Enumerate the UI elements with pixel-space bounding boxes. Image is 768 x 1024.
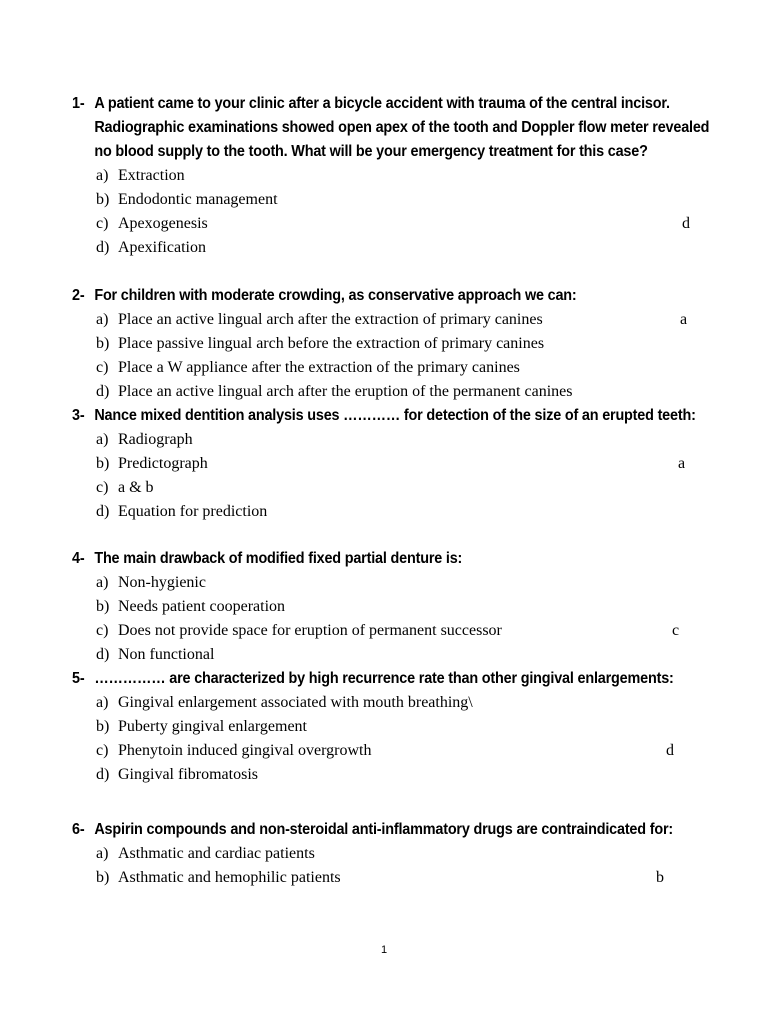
question-text: For children with moderate crowding, as conservative approach we can: <box>94 287 577 304</box>
option-letter: b) <box>96 335 110 352</box>
option-a <box>72 164 700 188</box>
question-number: 1- <box>72 95 85 112</box>
question-5 <box>72 667 700 787</box>
option-letter: a) <box>96 311 109 328</box>
option-letter: b) <box>96 869 110 886</box>
option-d <box>72 236 700 260</box>
option-letter: b) <box>96 191 110 208</box>
option-b <box>72 715 700 739</box>
option-letter: c) <box>96 742 109 759</box>
option-c <box>72 212 700 236</box>
option-c <box>72 739 700 763</box>
question-number: 4- <box>72 550 85 567</box>
question-number: 3- <box>72 407 85 424</box>
option-text: Does not provide space for eruption of permanent successor <box>118 622 502 639</box>
option-b <box>72 188 700 212</box>
option-text: Place an active lingual arch after the eruption of the permanent canines <box>118 383 573 400</box>
option-text: Place passive lingual arch before the extraction of primary canines <box>118 335 545 352</box>
option-text: Endodontic management <box>118 191 278 208</box>
option-text: Radiograph <box>118 431 193 448</box>
question-2 <box>72 284 700 404</box>
question-text: The main drawback of modified fixed partial denture is: <box>94 550 463 567</box>
option-b <box>72 595 700 619</box>
question-stem <box>72 818 712 842</box>
option-letter: d) <box>96 646 110 663</box>
option-b <box>72 866 700 890</box>
option-letter: d) <box>96 503 110 520</box>
page-number: 1 <box>380 944 388 956</box>
option-text: Gingival enlargement associated with mouth breathing\ <box>118 694 473 711</box>
option-text: Predictograph <box>118 455 208 472</box>
option-letter: c) <box>96 215 109 232</box>
option-a <box>72 571 700 595</box>
option-d <box>72 643 700 667</box>
answer-key: a <box>678 455 686 472</box>
option-letter: a) <box>96 845 109 862</box>
option-text: Equation for prediction <box>118 503 268 520</box>
question-stem <box>72 667 712 691</box>
option-text: Non functional <box>118 646 215 663</box>
option-a <box>72 691 700 715</box>
question-text: Nance mixed dentition analysis uses ………… for detection of the size of an erupted teeth: <box>94 407 696 424</box>
option-text: Apexogenesis <box>118 215 208 232</box>
question-text: A patient came to your clinic after a bicycle accident with trauma of the central incisor. Radiographic examinations showed open apex of the tooth and Doppler flow meter revealed no blood supply to the tooth. What will be your emergency treatment for this case? <box>94 95 710 160</box>
option-letter: b) <box>96 598 110 615</box>
option-c <box>72 476 700 500</box>
option-text: Apexification <box>118 239 206 256</box>
option-a <box>72 428 700 452</box>
option-d <box>72 380 700 404</box>
option-text: Non-hygienic <box>118 574 206 591</box>
option-b <box>72 332 700 356</box>
option-letter: d) <box>96 383 110 400</box>
question-stem <box>72 92 712 164</box>
option-letter: c) <box>96 479 109 496</box>
question-1 <box>72 92 710 260</box>
answer-key: a <box>680 311 688 328</box>
option-d <box>72 763 700 787</box>
option-text: Asthmatic and hemophilic patients <box>118 869 341 886</box>
question-number: 2- <box>72 287 85 304</box>
option-a <box>72 842 700 866</box>
question-stem <box>72 547 712 571</box>
option-letter: a) <box>96 574 109 591</box>
answer-key: b <box>656 869 664 886</box>
option-letter: d) <box>96 766 110 783</box>
option-text: Extraction <box>118 167 185 184</box>
option-text: Place a W appliance after the extraction of the primary canines <box>118 359 520 376</box>
option-letter: b) <box>96 455 110 472</box>
option-text: Gingival fibromatosis <box>118 766 258 783</box>
question-text: Aspirin compounds and non-steroidal anti-inflammatory drugs are contraindicated for: <box>94 821 673 838</box>
question-3 <box>72 404 700 524</box>
question-stem <box>72 284 712 308</box>
answer-key: d <box>666 742 674 759</box>
option-text: a & b <box>118 479 154 496</box>
answer-key: c <box>672 622 680 639</box>
question-text: …………… are characterized by high recurrence rate than other gingival enlargements: <box>94 670 674 687</box>
option-letter: b) <box>96 718 110 735</box>
option-a <box>72 308 700 332</box>
question-4 <box>72 547 700 667</box>
answer-key: d <box>682 215 690 232</box>
question-6 <box>72 818 700 890</box>
option-letter: a) <box>96 694 109 711</box>
option-c <box>72 356 700 380</box>
option-d <box>72 500 700 524</box>
question-number: 5- <box>72 670 85 687</box>
option-c <box>72 619 700 643</box>
option-text: Needs patient cooperation <box>118 598 286 615</box>
option-b <box>72 452 700 476</box>
option-letter: d) <box>96 239 110 256</box>
question-number: 6- <box>72 821 85 838</box>
option-text: Place an active lingual arch after the extraction of primary canines <box>118 311 543 328</box>
option-letter: a) <box>96 431 109 448</box>
option-letter: a) <box>96 167 109 184</box>
option-text: Phenytoin induced gingival overgrowth <box>118 742 372 759</box>
option-text: Asthmatic and cardiac patients <box>118 845 315 862</box>
option-letter: c) <box>96 622 109 639</box>
option-letter: c) <box>96 359 109 376</box>
option-text: Puberty gingival enlargement <box>118 718 307 735</box>
question-stem <box>72 404 712 428</box>
